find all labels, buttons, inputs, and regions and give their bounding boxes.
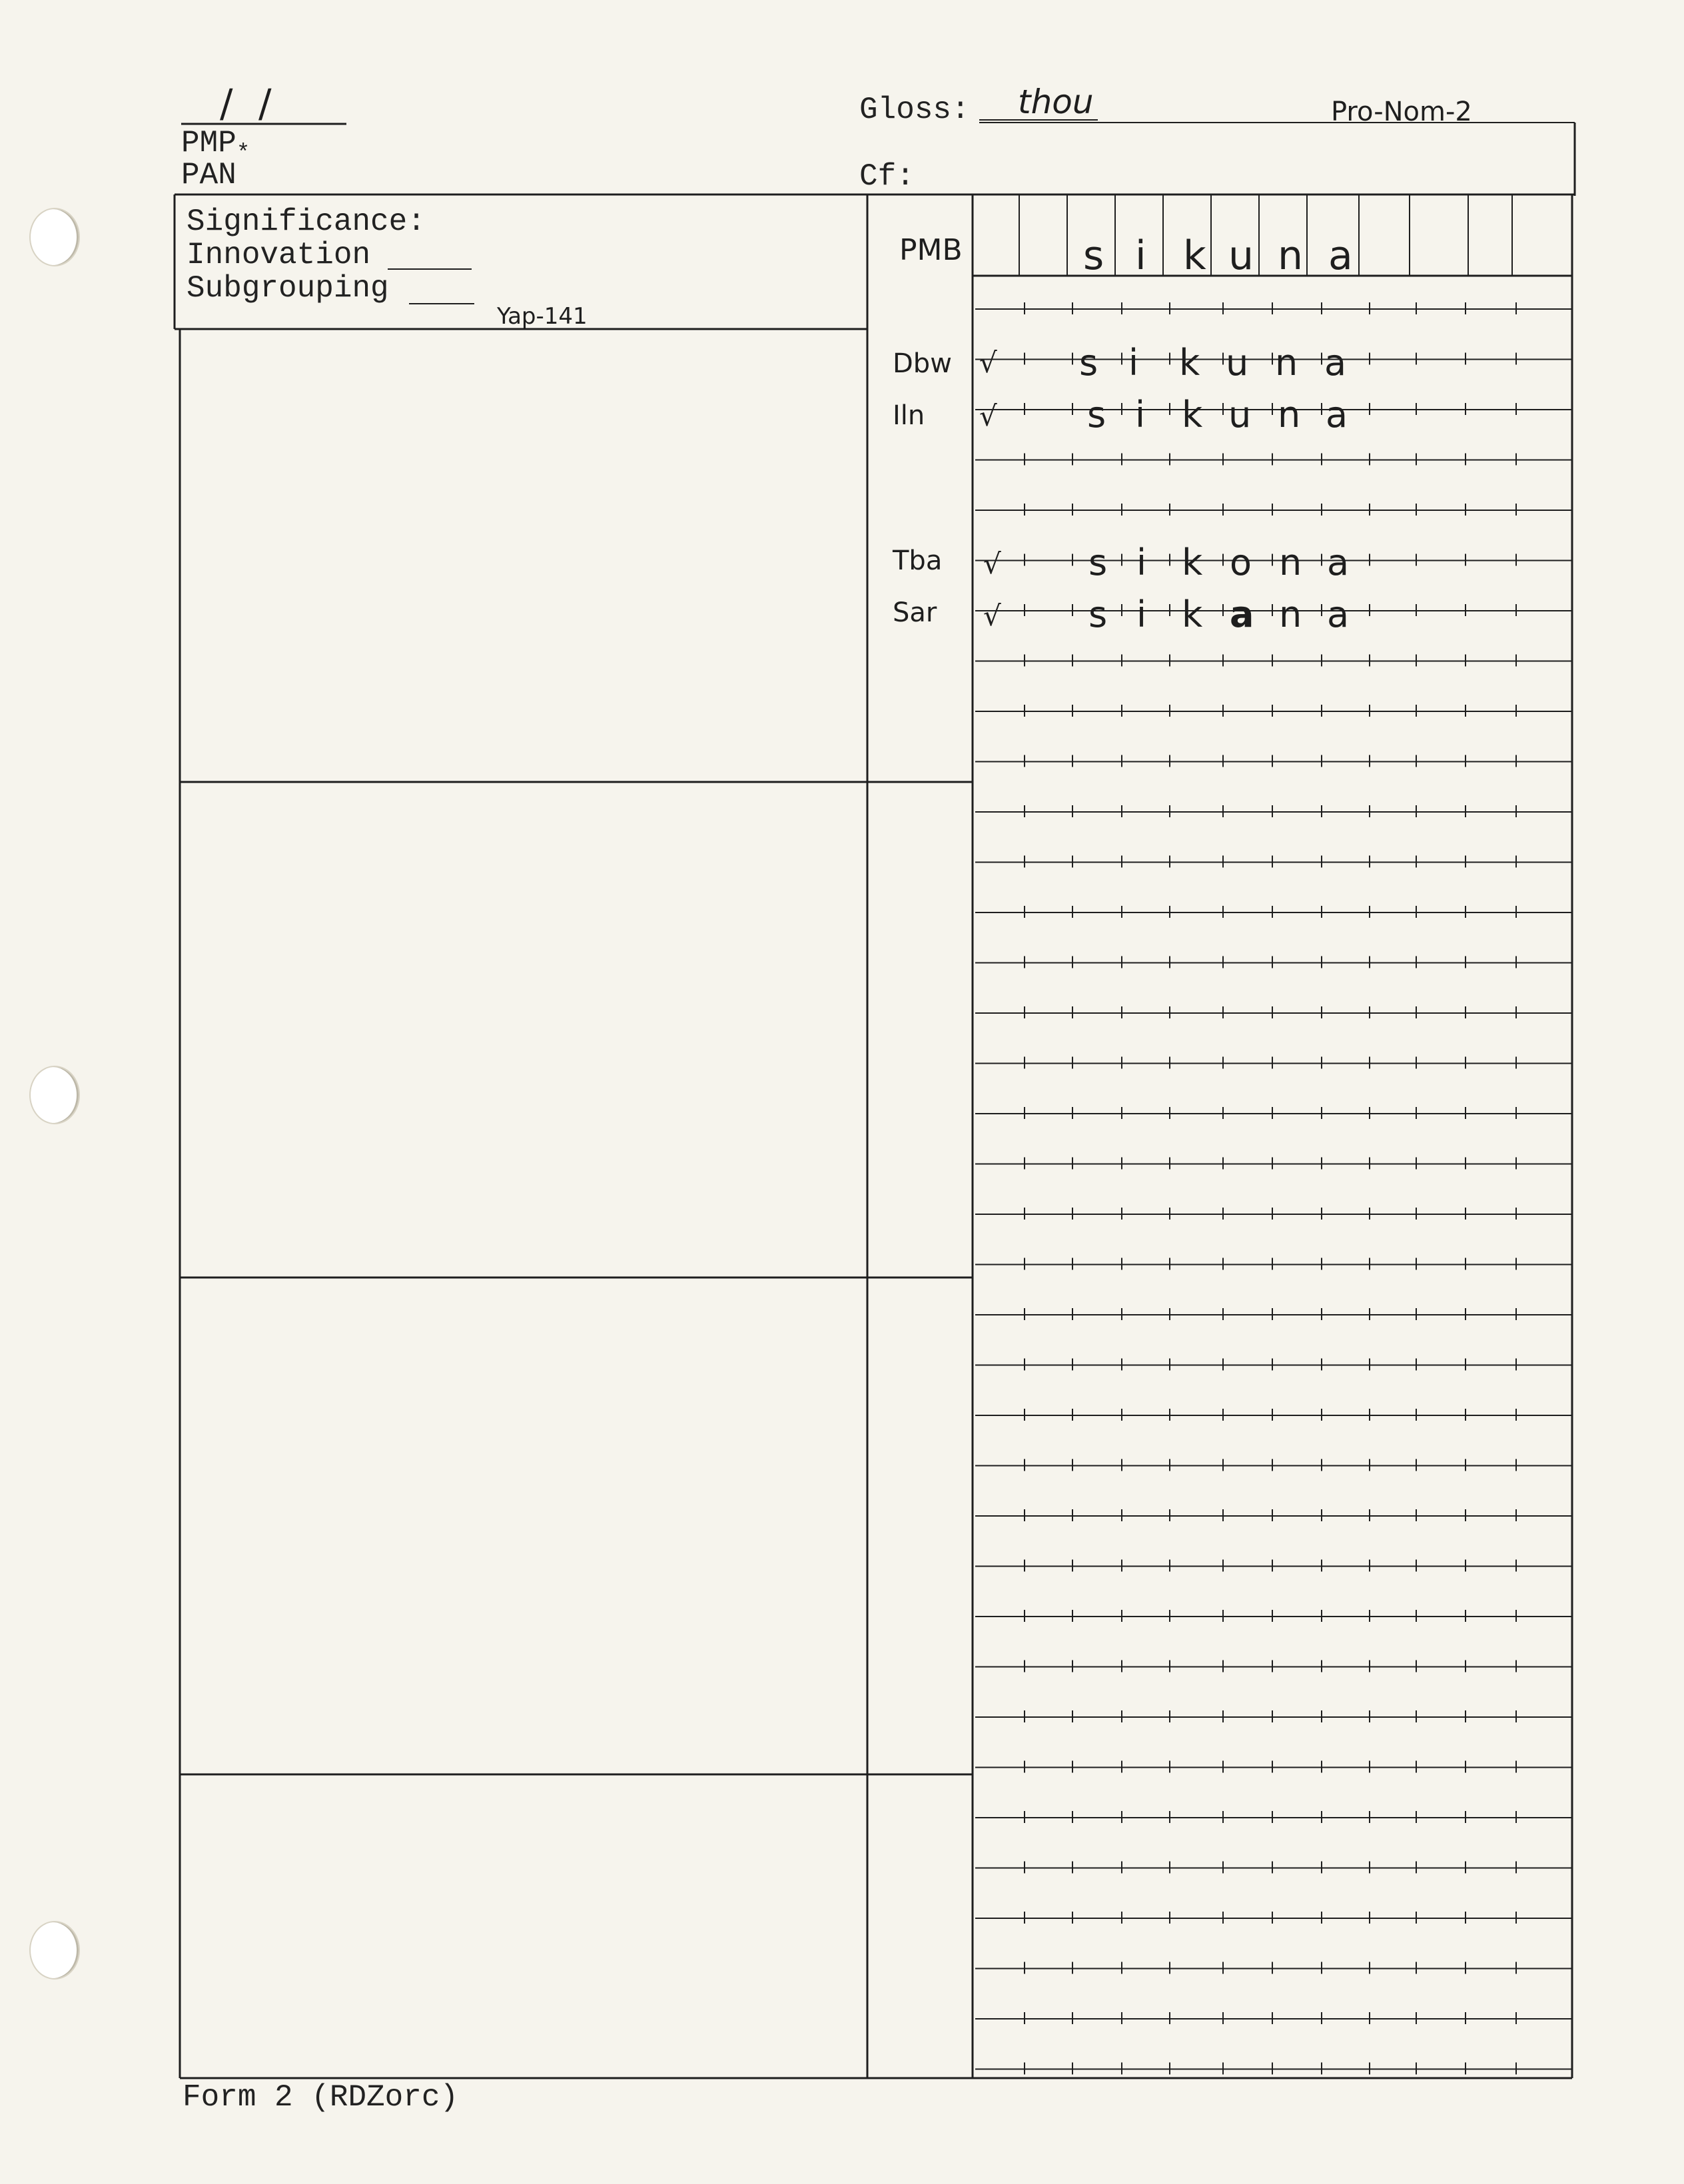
lang-label-pmb: PMB <box>899 233 963 267</box>
subgrouping-label: Subgrouping <box>187 271 389 306</box>
iln-letter-5: n <box>1278 394 1301 436</box>
tba-letter-6: a <box>1327 542 1350 583</box>
pmb-letter-1: s <box>1083 232 1104 279</box>
pmb-letter-2: i <box>1135 232 1146 279</box>
lang-label-tba: Tba <box>893 546 943 576</box>
iln-letter-3: k <box>1182 394 1203 436</box>
dbw-letter-2: i <box>1128 342 1139 384</box>
sar-letter-4: a <box>1230 593 1254 635</box>
pmb-letter-4: u <box>1228 232 1254 279</box>
iln-letter-1: s <box>1087 394 1106 436</box>
pan-label: PAN <box>181 158 236 192</box>
tba-letter-5: n <box>1279 542 1302 583</box>
significance-title: Significance: <box>187 204 426 239</box>
innovation-label: Innovation <box>187 238 371 272</box>
dbw-letter-1: s <box>1079 342 1098 384</box>
tba-letter-1: s <box>1088 542 1108 583</box>
sar-letter-6: a <box>1327 593 1350 635</box>
pmb-letter-3: k <box>1183 232 1206 279</box>
dbw-letter-3: k <box>1179 342 1200 384</box>
date-slashes: / / <box>220 81 278 126</box>
pmb-letter-5: n <box>1278 232 1304 279</box>
gloss-value: thou <box>1018 83 1094 121</box>
cf-label: Cf: <box>859 159 915 194</box>
pmp-asterisk: * <box>236 141 250 167</box>
lang-label-sar: Sar <box>893 597 937 628</box>
check-mark-iln: √ <box>979 400 997 432</box>
sar-letter-3: k <box>1182 593 1203 635</box>
sar-letter-2: i <box>1136 593 1147 635</box>
lang-label-dbw: Dbw <box>893 348 952 379</box>
sar-letter-5: n <box>1279 593 1302 635</box>
iln-letter-2: i <box>1135 394 1146 436</box>
check-mark-sar: √ <box>983 599 1001 632</box>
tba-letter-2: i <box>1136 542 1147 583</box>
dbw-letter-6: a <box>1324 342 1347 384</box>
category-code: Pro-Nom-2 <box>1331 97 1472 127</box>
tba-letter-3: k <box>1182 542 1203 583</box>
check-mark-dbw: √ <box>979 346 997 379</box>
iln-letter-4: u <box>1228 394 1252 436</box>
check-mark-tba: √ <box>983 547 1001 580</box>
iln-letter-6: a <box>1326 394 1348 436</box>
dbw-letter-5: n <box>1275 342 1298 384</box>
lang-label-iln: Iln <box>893 400 925 431</box>
sar-letter-1: s <box>1088 593 1108 635</box>
pmp-label: $PMP_*$ <box>181 126 250 167</box>
dbw-letter-4: u <box>1226 342 1249 384</box>
yap-note: Yap-141 <box>497 303 588 330</box>
tba-letter-4: o <box>1230 542 1252 583</box>
form-footer-label: Form 2 (RDZorc) <box>183 2080 459 2115</box>
gloss-label: Gloss: <box>859 93 970 127</box>
pmb-letter-6: a <box>1328 232 1353 279</box>
